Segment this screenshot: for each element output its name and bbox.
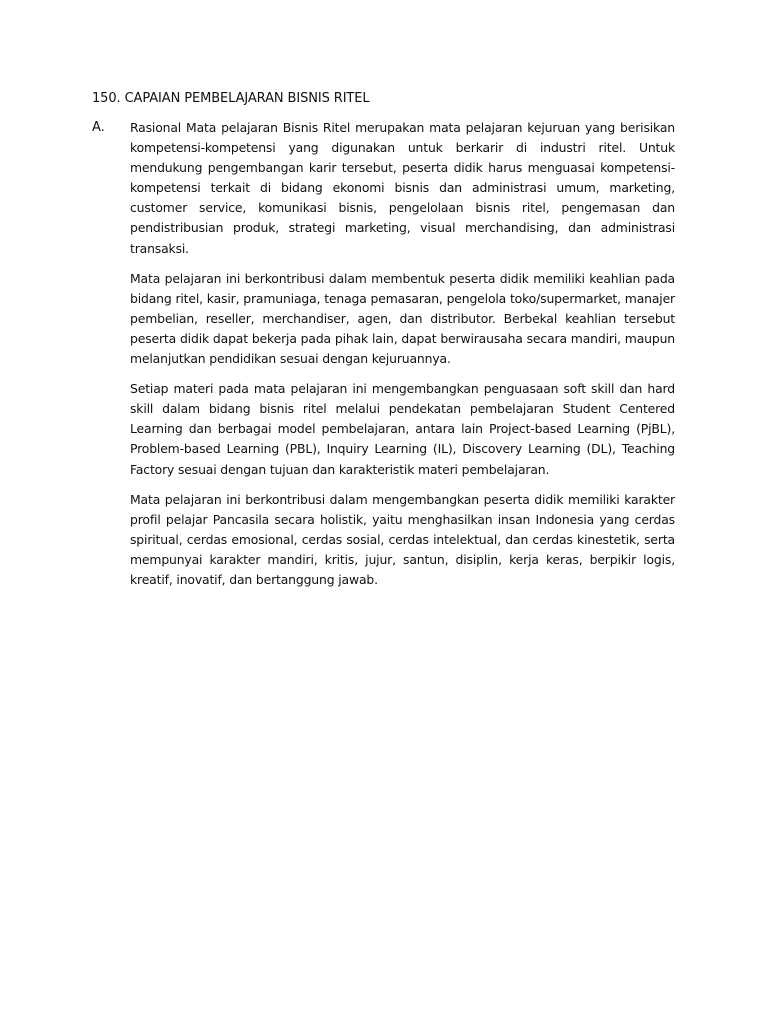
page-title: 150. CAPAIAN PEMBELAJARAN BISNIS RITEL [92,91,370,106]
paragraph-soft-hard-skill: Setiap materi pada mata pelajaran ini mengembangkan penguasaan soft skill dan hard skill dalam bidang bisnis ritel melalui pendekatan pembelajaran Student Centered Learning dan berbagai model pembelajaran, antara lain Project-based Learning (PjBL), Problem-based Learning (PBL), Inquiry Learning (IL), Discovery Learning (DL), Teaching Factory sesuai dengan tujuan dan karakteristik materi pembelajaran. [130,381,675,477]
paragraph-profil-pelajar: Mata pelajaran ini berkontribusi dalam mengembangkan peserta didik memiliki karakter profil pelajar Pancasila secara holistik, yaitu menghasilkan insan Indonesia yang cerdas spiritual, cerdas emosional, cerdas sosial, cerdas intelektual, dan cerdas kinestetik, serta mempunyai karakter mandiri, kritis, jujur, santun, disiplin, kerja keras, berpikir logis, kreatif, inovatif, dan bertanggung jawab. [130,491,675,587]
paragraph-rasional: Rasional Mata pelajaran Bisnis Ritel merupakan mata pelajaran kejuruan yang berisikan kompetensi-kompetensi yang digunakan untuk berkarir di industri ritel. Untuk mendukung pengembangan karir tersebut, peserta didik harus menguasai kompetensi-kompetensi terkait di bidang ekonomi bisnis dan administrasi umum, marketing, customer service, komunikasi bisnis, pengelolaan bisnis ritel, pengemasan dan pendistribusian produk, strategi marketing, visual merchandising, dan administrasi transaksi. [130,120,675,256]
paragraph-kontribusi-keahlian: Mata pelajaran ini berkontribusi dalam membentuk peserta didik memiliki keahlian pada bidang ritel, kasir, pramuniaga, tenaga pemasaran, pengelola toko/supermarket, manajer pembelian, reseller, merchandiser, agen, dan distributor. Berbekal keahlian tersebut peserta didik dapat bekerja pada pihak lain, dapat berwirausaha secara mandiri, maupun melanjutkan pendidikan sesuai dengan kejuruannya. [130,270,675,367]
section-body [130,118,675,600]
section-marker: A. [92,120,105,135]
